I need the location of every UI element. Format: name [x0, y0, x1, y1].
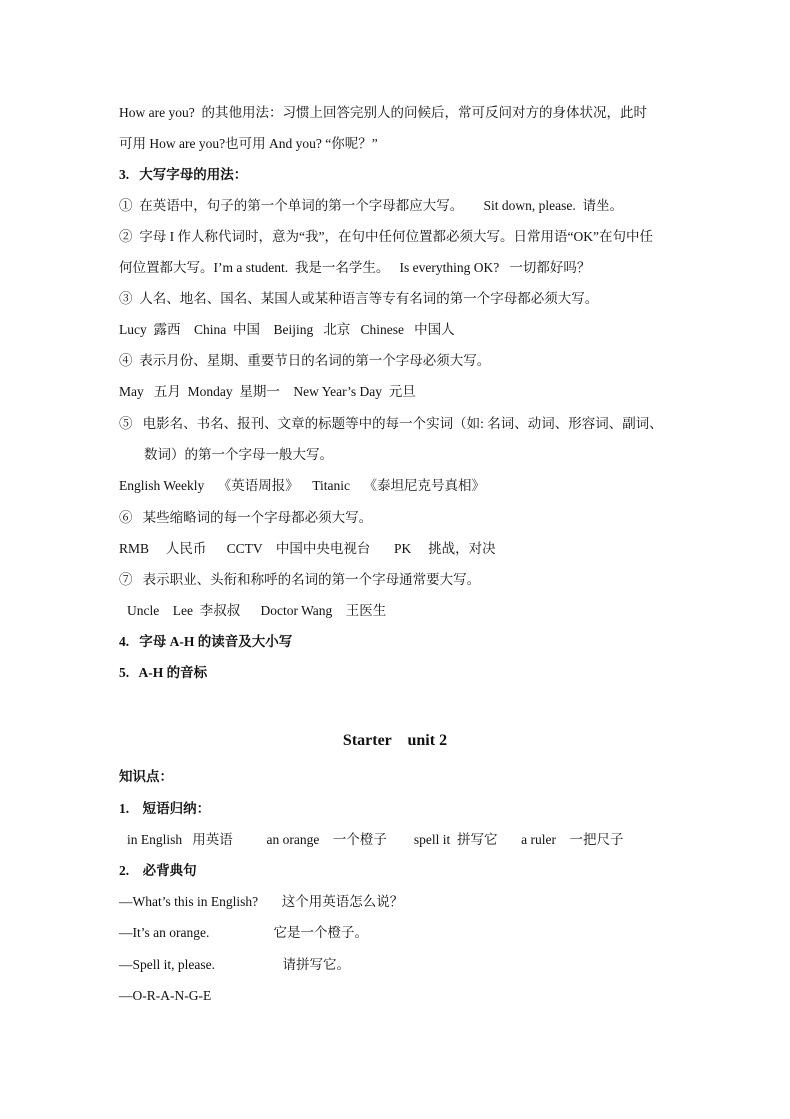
text-line: May 五月 Monday 星期一 New Year’s Day 元旦 [119, 384, 416, 399]
text-line: —Spell it, please. 请拼写它。 [119, 957, 350, 972]
text-line: ⑤ 电影名、书名、报刊、文章的标题等中的每一个实词（如: 名词、动词、形容词、副词、 [119, 416, 663, 431]
page-title: Starter unit 2 [342, 732, 448, 749]
text-line: ⑥ 某些缩略词的每一个字母都必须大写。 [119, 510, 373, 525]
text-line: RMB 人民币 CCTV 中国中央电视台 PK 挑战，对决 [119, 541, 496, 556]
section-heading: 1. 短语归纳： [119, 801, 211, 816]
text-line: —What’s this in English? 这个用英语怎么说？ [119, 894, 404, 909]
text-line: in English 用英语 an orange 一个橙子 spell it 拼写它 a ruler 一把尺子 [127, 832, 624, 847]
text-line: English Weekly 《英语周报》 Titanic 《泰坦尼克号真相》 [119, 478, 486, 493]
section-heading: 4. 字母 A-H 的读音及大小写 [119, 634, 293, 649]
text-line: How are you? 的其他用法：习惯上回答完别人的问候后，常可反问对方的身体状况，此时 [119, 105, 647, 120]
text-line: 数词）的第一个字母一般大写。 [144, 447, 333, 462]
text-line: ③ 人名、地名、国名、某国人或某种语言等专有名词的第一个字母都必须大写。 [119, 291, 599, 306]
text-line: 何位置都大写。I’m a student. 我是一名学生。 Is everything OK? 一切都好吗？ [119, 260, 591, 275]
text-line: ⑦ 表示职业、头衔和称呼的名词的第一个字母通常要大写。 [119, 572, 481, 587]
section-heading: 2. 必背典句 [119, 863, 197, 878]
section-heading: 知识点： [119, 769, 173, 784]
section-heading: 3. 大写字母的用法： [119, 167, 248, 182]
text-line: ① 在英语中，句子的第一个单词的第一个字母都应大写。 Sit down, please. 请坐。 [119, 198, 623, 213]
section-heading: 5. A-H 的音标 [119, 665, 208, 680]
text-line: —O-R-A-N-G-E [119, 988, 212, 1003]
text-line: ④ 表示月份、星期、重要节日的名词的第一个字母必须大写。 [119, 353, 491, 368]
text-line: —It’s an orange. 它是一个橙子。 [119, 925, 368, 940]
text-line: Lucy 露西 China 中国 Beijing 北京 Chinese 中国人 [119, 322, 455, 337]
text-line: 可用 How are you?也可用 And you? “你呢？” [119, 136, 378, 151]
text-line: ② 字母 I 作人称代词时，意为“我”，在句中任何位置都必须大写。日常用语“OK”在句中任 [119, 229, 653, 244]
text-line: Uncle Lee 李叔叔 Doctor Wang 王医生 [127, 603, 387, 618]
